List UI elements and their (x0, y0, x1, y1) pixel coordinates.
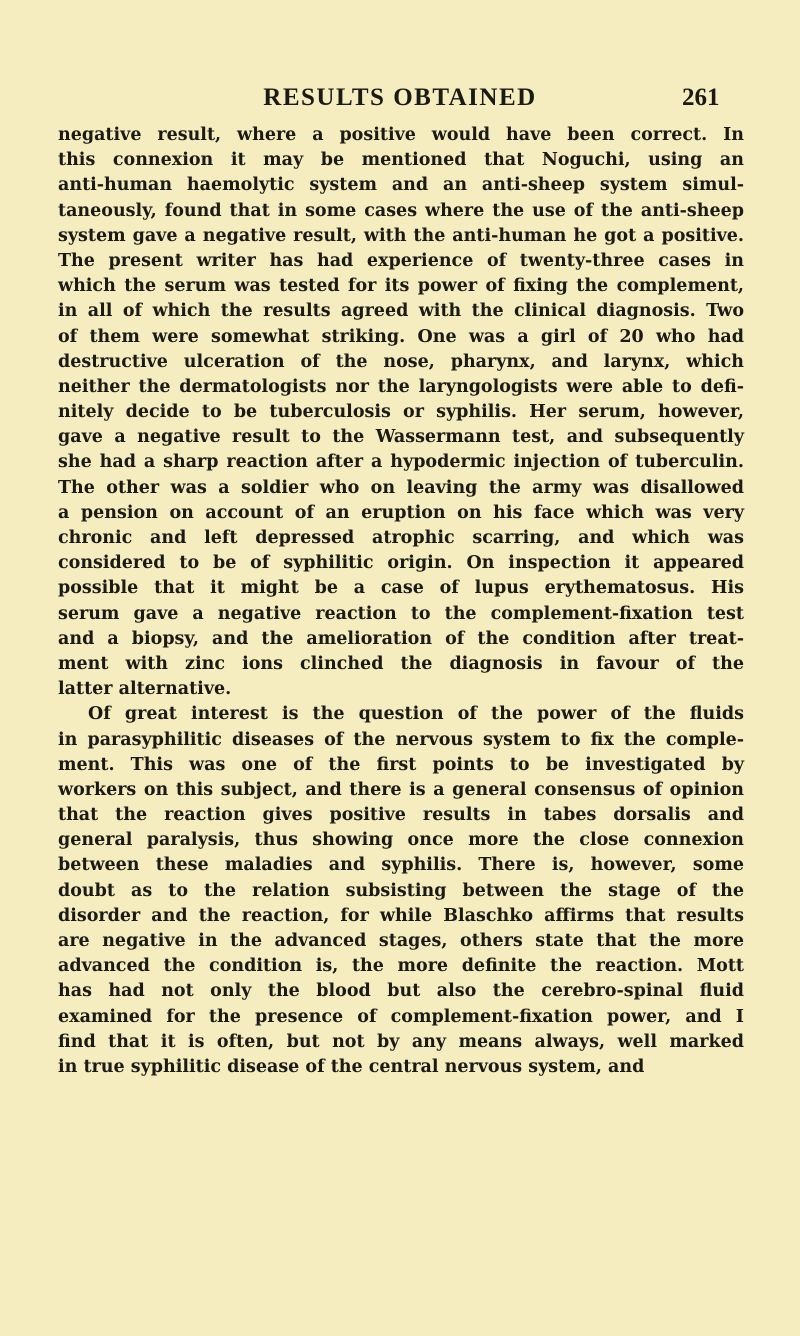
text-line: a pension on account of an eruption on his face which was very (58, 502, 744, 523)
text-line: of them were somewhat striking. One was a girl of 20 who had (58, 326, 744, 347)
text-line: ment with zinc ions clinched the diagnosis in favour of the (58, 653, 744, 674)
text-line: doubt as to the relation subsisting between the stage of the (58, 880, 744, 901)
text-line: that the reaction gives positive results in tabes dorsalis and (58, 805, 744, 826)
text-line: destructive ulceration of the nose, pharynx, and larynx, which (58, 351, 744, 372)
text-line: possible that it might be a case of lupus erythematosus. His (58, 578, 744, 599)
text-line: between these maladies and syphilis. There is, however, some (58, 855, 744, 876)
page-number: 261 (682, 84, 720, 111)
text-line: anti-human haemolytic system and an anti-sheep system simul- (58, 175, 744, 196)
running-title: RESULTS OBTAINED (263, 84, 537, 111)
paragraph (58, 123, 744, 702)
text-line: The other was a soldier who on leaving the army was disallowed (58, 477, 744, 498)
text-line: ment. This was one of the first points to be investigated by (58, 754, 744, 775)
text-line: negative result, where a positive would have been correct. In (58, 125, 744, 145)
text-line: Of great interest is the question of the power of the fluids (88, 704, 744, 725)
text-line: she had a sharp reaction after a hypodermic injection of tuberculin. (58, 452, 744, 473)
text-line: has had not only the blood but also the cerebro-spinal fluid (58, 981, 744, 1002)
text-line: are negative in the advanced stages, others state that the more (58, 931, 744, 951)
body-text (58, 123, 744, 1080)
text-line: system gave a negative result, with the anti-human he got a positive. (58, 225, 744, 246)
text-line: nitely decide to be tuberculosis or syphilis. Her serum, however, (58, 402, 744, 423)
text-line: advanced the condition is, the more definite the reaction. Mott (58, 956, 744, 977)
text-line: general paralysis, thus showing once more the close connexion (58, 830, 744, 851)
text-line: disorder and the reaction, for while Blaschko affirms that results (58, 905, 744, 926)
text-line: and a biopsy, and the amelioration of the condition after treat- (58, 628, 744, 649)
text-line: serum gave a negative reaction to the complement-fixation test (58, 603, 744, 624)
text-line: chronic and left depressed atrophic scarring, and which was (58, 528, 744, 548)
text-line: this connexion it may be mentioned that Noguchi, using an (58, 150, 744, 171)
text-line: latter alternative. (58, 679, 232, 700)
text-line: workers on this subject, and there is a general consensus of opinion (58, 779, 744, 800)
text-line: in true syphilitic disease of the central nervous system, and (58, 1056, 645, 1077)
text-line: neither the dermatologists nor the laryngologists were able to defi- (58, 376, 744, 397)
text-line: The present writer has had experience of twenty-three cases in (58, 250, 744, 271)
text-line: gave a negative result to the Wassermann test, and subsequently (58, 427, 744, 448)
text-line: in parasyphilitic diseases of the nervous system to fix the comple- (58, 729, 744, 750)
text-line: examined for the presence of complement-fixation power, and I (58, 1006, 744, 1027)
text-line: find that it is often, but not by any means always, well marked (58, 1031, 744, 1052)
text-line: considered to be of syphilitic origin. On inspection it appeared (58, 553, 744, 574)
text-line: in all of which the results agreed with the clinical diagnosis. Two (58, 301, 744, 322)
text-line: taneously, found that in some cases where the use of the anti-sheep (58, 200, 744, 221)
paragraph (58, 702, 744, 1080)
text-line: which the serum was tested for its power of fixing the complement, (58, 276, 744, 297)
